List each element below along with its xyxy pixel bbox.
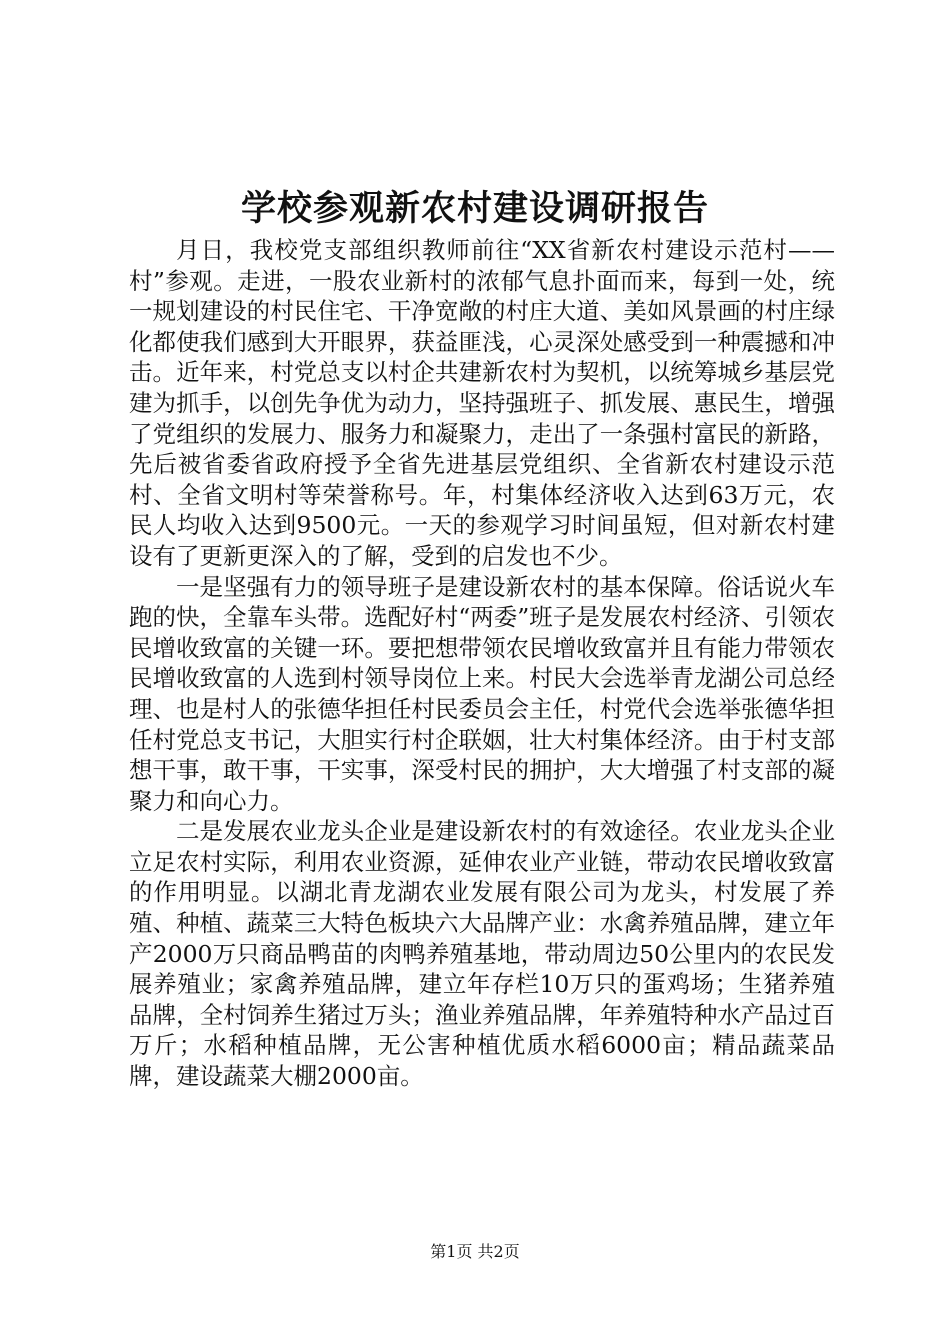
- document-title: 学校参观新农村建设调研报告: [240, 189, 709, 229]
- page-footer: 第1页 共2页: [430, 1242, 520, 1261]
- paragraph-agriculture: 二是发展农业龙头企业是建设新农村的有效途径。农业龙头企业立足农村实际，利用农业资源，延伸农业产业链，带动农民增收致富的作用明显。以湖北青龙湖农业发展有限公司为龙头，村发展了养殖、种植、蔬菜三大特色板块六大品牌产业：水禽养殖品牌，建立年产2000万只商品鸭苗的肉鸭养殖基地，带动周边50公里内的农民发展养殖业；家禽养殖品牌，建立年存栏10万只的蛋鸡场；生猪养殖品牌，全村饲养生猪过万头；渔业养殖品牌，年养殖特种水产品过百万斤；水稻种植品牌，无公害种植优质水稻6000亩；精品蔬菜品牌，建设蔬菜大棚2000亩。: [129, 817, 835, 1091]
- document-body: [129, 235, 835, 1092]
- paragraph-intro: 月日，我校党支部组织教师前往“XX省新农村建设示范村——村”参观。走进，一股农业新村的浓郁气息扑面而来，每到一处，统一规划建设的村民住宅、干净宽敞的村庄大道、美如风景画的村庄绿化都使我们感到大开眼界，获益匪浅，心灵深处感受到一种震撼和冲击。近年来，村党总支以村企共建新农村为契机，以统筹城乡基层党建为抓手，以创先争优为动力，坚持强班子、抓发展、惠民生，增强了党组织的发展力、服务力和凝聚力，走出了一条强村富民的新路，先后被省委省政府授予全省先进基层党组织、全省新农村建设示范村、全省文明村等荣誉称号。年，村集体经济收入达到63万元，农民人均收入达到9500元。一天的参观学习时间虽短，但对新农村建设有了更新更深入的了解，受到的启发也不少。: [129, 236, 835, 570]
- paragraph-leadership: 一是坚强有力的领导班子是建设新农村的基本保障。俗话说火车跑的快，全靠车头带。选配好村“两委”班子是发展农村经济、引领农民增收致富的关键一环。要把想带领农民增收致富并且有能力带领农民增收致富的人选到村领导岗位上来。村民大会选举青龙湖公司总经理、也是村人的张德华担任村民委员会主任，村党代会选举张德华担任村党总支书记，大胆实行村企联姻，壮大村集体经济。由于村支部想干事，敢干事，干实事，深受村民的拥护，大大增强了村支部的凝聚力和向心力。: [129, 572, 835, 815]
